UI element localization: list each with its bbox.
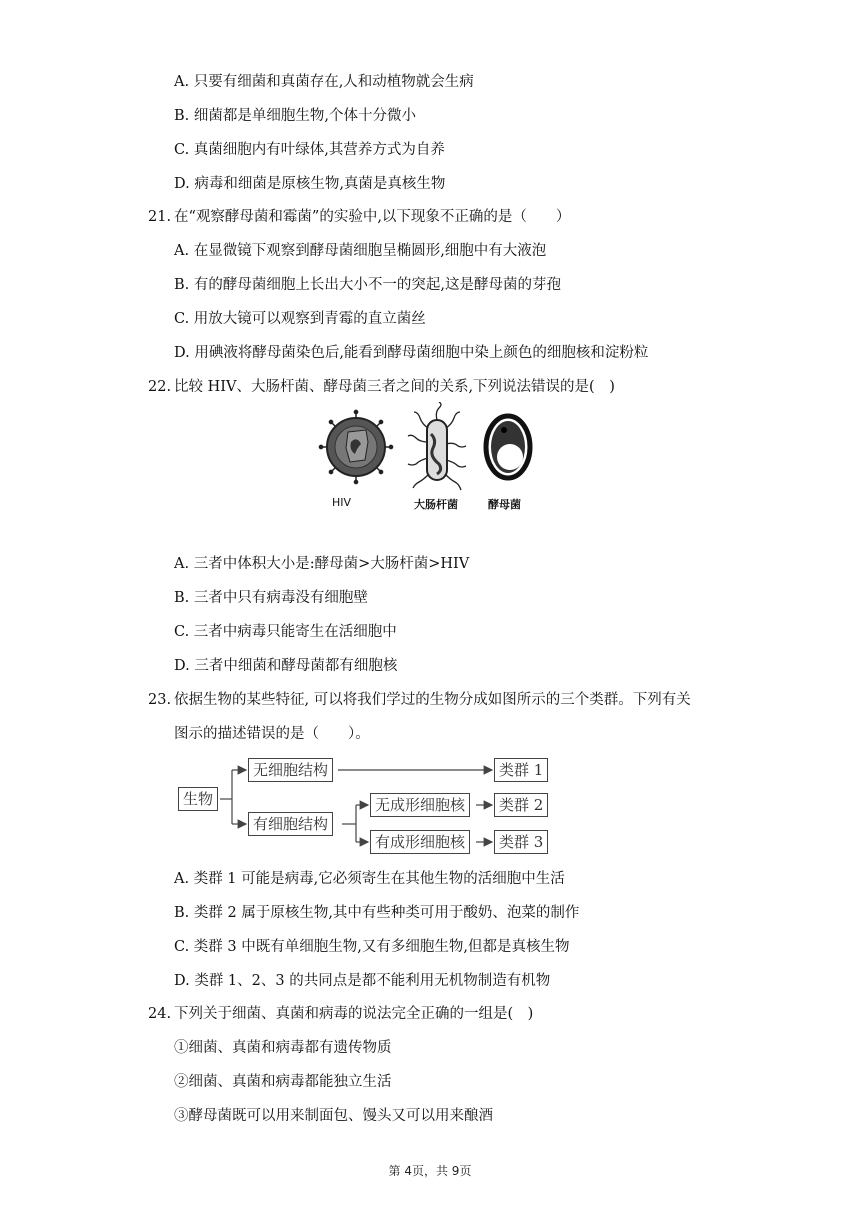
q24-statement-2: ②细菌、真菌和病毒都能独立生活 bbox=[174, 1074, 392, 1090]
q20-option-c: C. 真菌细胞内有叶绿体,其营养方式为自养 bbox=[174, 142, 445, 158]
q21-number: 21. bbox=[148, 209, 172, 225]
q21-option-c: C. 用放大镜可以观察到青霉的直立菌丝 bbox=[174, 311, 426, 327]
q24-statement-1: ①细菌、真菌和病毒都有遗传物质 bbox=[174, 1040, 392, 1056]
root-organisms: 生物 bbox=[178, 787, 218, 811]
q22-stem: 比较 HIV、大肠杆菌、酵母菌三者之间的关系,下列说法错误的是( ) bbox=[174, 379, 615, 395]
e-coli-illustration bbox=[408, 402, 466, 490]
q20-option-b: B. 细菌都是单细胞生物,个体十分微小 bbox=[174, 108, 416, 124]
no-nucleus-box: 无成形细胞核 bbox=[370, 793, 470, 817]
q22-option-a: A. 三者中体积大小是:酵母菌>大肠杆菌>HIV bbox=[174, 556, 470, 572]
microbe-figure bbox=[318, 402, 540, 516]
q21-stem: 在“观察酵母菌和霉菌”的实验中,以下现象不正确的是（ ） bbox=[174, 209, 571, 225]
no-cell-structure-box: 无细胞结构 bbox=[248, 758, 333, 782]
q22-option-c: C. 三者中病毒只能寄生在活细胞中 bbox=[174, 624, 397, 640]
q23-option-d: D. 类群 1、2、3 的共同点是都不能利用无机物制造有机物 bbox=[174, 973, 551, 989]
q23-option-a: A. 类群 1 可能是病毒,它必须寄生在其他生物的活细胞中生活 bbox=[174, 871, 565, 887]
q22-option-b: B. 三者中只有病毒没有细胞壁 bbox=[174, 590, 368, 606]
q21-option-a: A. 在显微镜下观察到酵母菌细胞呈椭圆形,细胞中有大液泡 bbox=[174, 243, 547, 259]
classification-diagram bbox=[176, 756, 556, 858]
yeast-label: 酵母菌 bbox=[488, 498, 521, 511]
hiv-illustration bbox=[319, 410, 392, 483]
q21-option-b: B. 有的酵母菌细胞上长出大小不一的突起,这是酵母菌的芽孢 bbox=[174, 277, 561, 293]
q21-option-d: D. 用碘液将酵母菌染色后,能看到酵母菌细胞中染上颜色的细胞核和淀粉粒 bbox=[174, 345, 649, 361]
has-nucleus-box: 有成形细胞核 bbox=[370, 830, 470, 854]
e-coli-label: 大肠杆菌 bbox=[414, 498, 458, 511]
page-footer: 第 4页，共 9页 bbox=[388, 1164, 472, 1178]
q22-option-d: D. 三者中细菌和酵母菌都有细胞核 bbox=[174, 658, 398, 674]
q23-stem-line2: 图示的描述错误的是（ ）。 bbox=[174, 726, 370, 742]
group-2-box: 类群 2 bbox=[494, 793, 548, 817]
q24-stem: 下列关于细菌、真菌和病毒的说法完全正确的一组是( ) bbox=[174, 1006, 534, 1022]
q23-number: 23. bbox=[148, 692, 172, 708]
group-3-box: 类群 3 bbox=[494, 830, 548, 854]
yeast-illustration bbox=[486, 416, 530, 478]
has-cell-structure-box: 有细胞结构 bbox=[248, 812, 333, 836]
group-1-box: 类群 1 bbox=[494, 758, 548, 782]
hiv-label: HIV bbox=[332, 496, 352, 509]
q20-option-a: A. 只要有细菌和真菌存在,人和动植物就会生病 bbox=[174, 74, 474, 90]
q23-option-c: C. 类群 3 中既有单细胞生物,又有多细胞生物,但都是真核生物 bbox=[174, 939, 570, 955]
q22-number: 22. bbox=[148, 379, 172, 395]
q24-statement-3: ③酵母菌既可以用来制面包、馒头又可以用来酿酒 bbox=[174, 1108, 493, 1124]
q23-option-b: B. 类群 2 属于原核生物,其中有些种类可用于酸奶、泡菜的制作 bbox=[174, 905, 580, 921]
q24-number: 24. bbox=[148, 1006, 172, 1022]
q23-stem-line1: 依据生物的某些特征, 可以将我们学过的生物分成如图所示的三个类群。下列有关 bbox=[174, 692, 691, 708]
q20-option-d: D. 病毒和细菌是原核生物,真菌是真核生物 bbox=[174, 176, 446, 192]
